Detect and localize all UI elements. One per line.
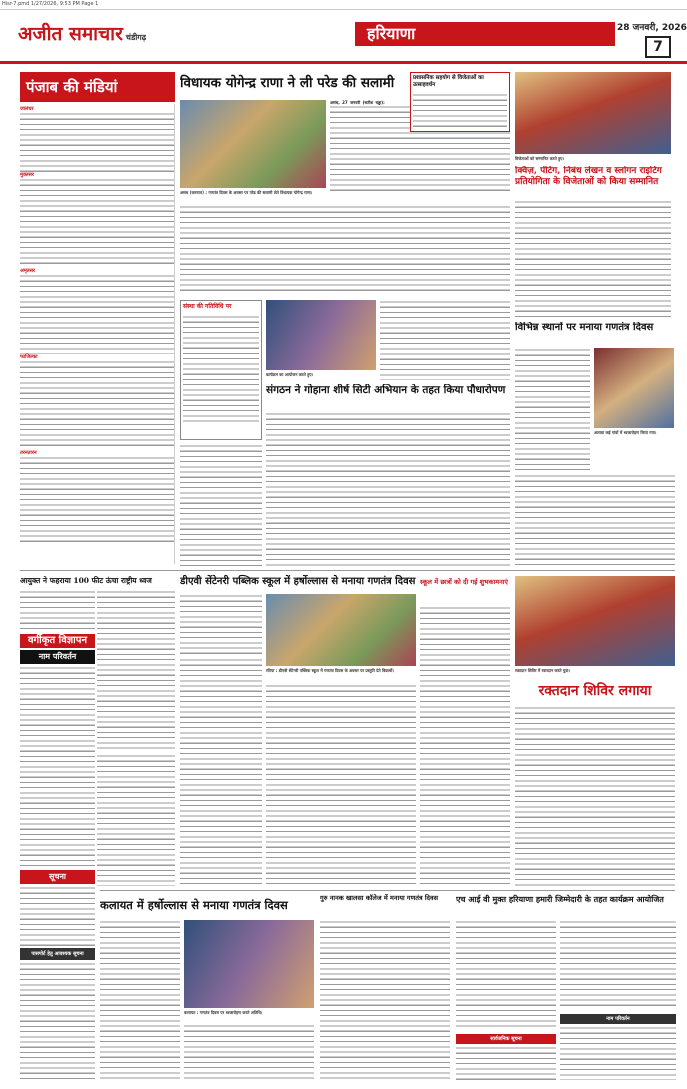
flag-story-c: [97, 754, 175, 886]
kalayat-story-b: [184, 1024, 314, 1080]
notice-text: [20, 886, 95, 946]
mandi-header: [20, 72, 175, 102]
lost-header: पासपोर्ट हेतु आवश्यक सूचना: [20, 948, 95, 960]
mandi-prices: [20, 104, 175, 564]
dav-headline: डीएवी सेंटेनरी पब्लिक स्कूल में हर्षोल्लास से मनाया गणतंत्र दिवस: [180, 576, 416, 587]
guru-story: [320, 920, 450, 1080]
section-title: हरियाणा: [355, 22, 615, 46]
sangathan-story: [266, 412, 510, 567]
blood-story: [515, 706, 675, 886]
celebration-story-b: [515, 474, 675, 568]
kalayat-story-a: [100, 920, 180, 1080]
sangathan-headline: संगठन ने गोहाना शीर्ष सिटी अभियान के तहत किया पौधारोपण: [266, 384, 506, 396]
logo-text: अजीत समाचार: [18, 23, 123, 45]
dav-story-c: [266, 684, 416, 886]
newspaper-logo: [18, 20, 146, 46]
kalayat-caption: कलायत : गणतंत्र दिवस पर ध्वजारोहण करते अतिथि।: [184, 1010, 314, 1022]
blood-photo: [515, 576, 675, 666]
sangathan-caption: कार्यक्रम का आयोजन करते हुए।: [266, 372, 376, 380]
kalayat-headline: कलायत में हर्षोल्लास से मनाया गणतंत्र दिवस: [100, 898, 288, 912]
flag-story-a: [20, 590, 95, 632]
celebration-story-a: [515, 348, 590, 470]
boxed-headline: संस्था की गतिविधि पर: [183, 303, 232, 310]
main-caption: असंध (करनाल) : गणतंत्र दिवस के अवसर पर परेड की सलामी लेते विधायक योगेन्द्र राणा।: [180, 190, 326, 202]
winners-headline: क्विज़, पेंटिंग, निबंध लेखन व स्लोगन राइटिंग प्रतियोगिता के विजेताओं को किया सम्मानित: [515, 166, 662, 187]
mandi-city-3: फाजिल्का: [20, 354, 38, 360]
classifieds-header: वर्गीकृत विज्ञापन: [20, 634, 95, 648]
hiv-headline: एच आई वी मुक्त हरियाणा हमारी जिम्मेदारी के तहत कार्यक्रम आयोजित: [456, 894, 664, 904]
flag-headline: आयुक्त ने फहराया 100 फीट ऊंचा राष्ट्रीय ध्वज: [20, 576, 152, 585]
small-story: [420, 606, 510, 886]
celebration-headline: विभिन्न स्थानों पर मनाया गणतंत्र दिवस: [515, 322, 654, 333]
dav-story-a: [180, 594, 262, 654]
mandi-city-4: तरनतारन: [20, 450, 37, 456]
kalayat-photo: [184, 920, 314, 1008]
hiv-story-a: [456, 920, 556, 1030]
name-change-notices: [20, 666, 95, 866]
kicker-text: प्रशासनिक सहयोग से विजेताओं का उत्साहवर्धन: [413, 75, 484, 88]
guru-headline: गुरु नानक खालसा कॉलेज में मनाया गणतंत्र दिवस: [320, 894, 438, 902]
print-info-text: Hisr-7.pmd 1/27/2026, 9:53 PM Page 1: [2, 1, 99, 7]
main-photo: [180, 100, 326, 188]
print-info-bar: [0, 0, 687, 10]
boxed-story: [180, 300, 262, 440]
boxed-story-cont: [180, 444, 262, 567]
dav-story-b: [180, 658, 262, 886]
logo-city: चंडीगढ़: [125, 32, 147, 42]
small-headline: स्कूल में छात्रों को दी गई शुभकामनाएं: [420, 578, 509, 586]
blood-headline: रक्तदान शिविर लगाया: [538, 683, 652, 699]
masthead: [0, 14, 687, 64]
kicker-box: [410, 72, 510, 132]
dav-photo: [266, 594, 416, 666]
hiv-story-b: [560, 920, 676, 1010]
public-notice-header: सार्वजनिक सूचना: [456, 1034, 556, 1044]
mandi-title: पंजाब की मंडियां: [26, 78, 118, 96]
name-change-header: नाम परिवर्तन: [20, 650, 95, 664]
mandi-city-1: मुक्तसर: [20, 172, 34, 178]
main-story-body: [180, 205, 510, 295]
sangathan-side-text: [380, 300, 510, 380]
page-number: 7: [645, 36, 671, 58]
mandi-city-2: अमृतसर: [20, 268, 36, 274]
celebration-photo: [594, 348, 674, 428]
name-change-2-header: नाम परिवर्तन: [560, 1014, 676, 1024]
winners-story: [515, 200, 671, 318]
flag-story-b: [97, 590, 175, 750]
sangathan-photo: [266, 300, 376, 370]
winners-caption: विजेताओं को सम्मानित करते हुए।: [515, 156, 671, 164]
main-headline: विधायक योगेन्द्र राणा ने ली परेड की सलामी: [180, 75, 395, 91]
public-notice-text: [456, 1046, 556, 1080]
mandi-city-0: जालंधर: [20, 106, 34, 112]
main-dateline: असंध, 27 जनवरी (सतीश चड्ढा):: [330, 100, 385, 105]
lost-text: [20, 962, 95, 1082]
winners-photo: [515, 72, 671, 154]
blood-caption: रक्तदान शिविर में रक्तदान करते युवा।: [515, 668, 675, 676]
celebration-caption: अलावा कई गांवों में ध्वजारोहण किया गया।: [594, 430, 674, 444]
name-change-2-text: [560, 1026, 676, 1080]
issue-date: 28 जनवरी, 2026: [617, 23, 687, 33]
dav-caption: रतिया : डीएवी सेंटेनरी पब्लिक स्कूल में गणतंत्र दिवस के अवसर पर प्रस्तुति देते विद्यार्थी।: [266, 668, 416, 680]
notice-header: सूचना: [20, 870, 95, 884]
